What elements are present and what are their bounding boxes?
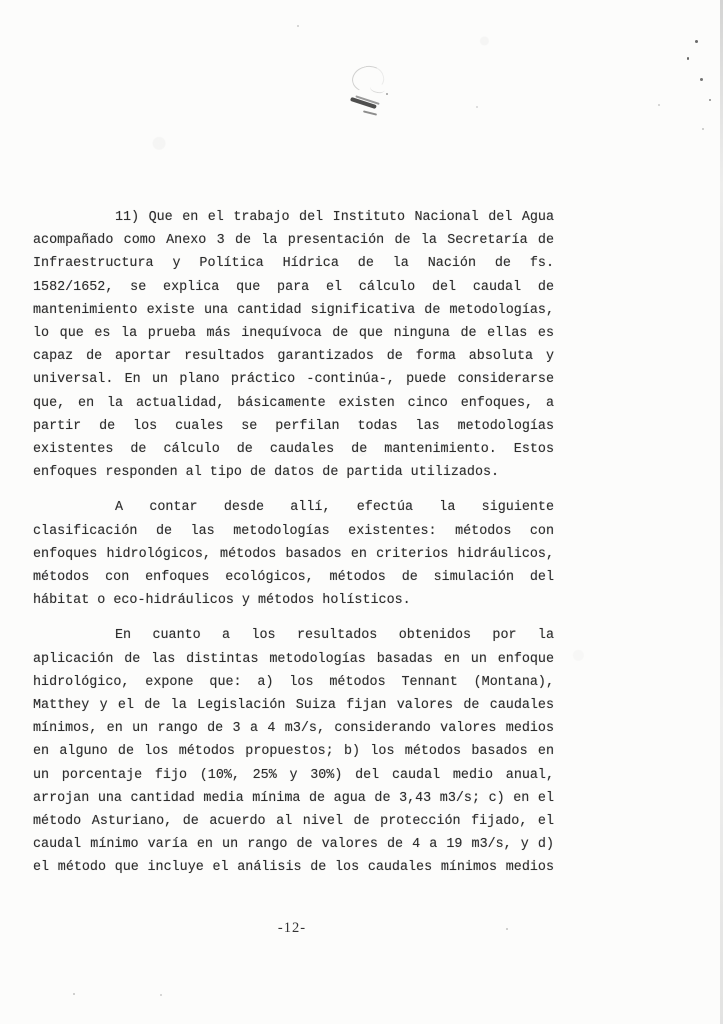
scan-speck [702, 128, 704, 130]
scan-speck [695, 40, 698, 43]
scan-speck [709, 99, 711, 101]
scan-speck [297, 25, 299, 27]
text-line: método Asturiano, de acuerdo al nivel de protección fijado, el [33, 814, 554, 830]
text-line: hidrológico, expone que: a) los métodos Tennant (Montana), [33, 674, 554, 690]
document-body [33, 206, 554, 892]
text-line: caudal mínimo varía en un rango de valores de 4 a 19 m3/s, y d) [33, 837, 554, 853]
text-line: que, en la actualidad, básicamente existen cinco enfoques, a [33, 395, 554, 411]
text-line: capaz de aportar resultados garantizados de forma absoluta y [33, 349, 554, 365]
text-line: Infraestructura y Política Hídrica de la Nación de fs. [33, 256, 554, 272]
text-line: enfoques hidrológicos, métodos basados en criterios hidráulicos, [33, 546, 554, 562]
scan-speck [687, 57, 689, 60]
scan-speck [700, 78, 703, 81]
text-line: enfoques responden al tipo de datos de partida utilizados. [33, 465, 500, 481]
text-line: lo que es la prueba más inequívoca de que ninguna de ellas es [33, 326, 554, 342]
text-line: A contar desde allí, efectúa la siguiente [115, 500, 554, 516]
text-line: en alguno de los métodos propuestos; b) los métodos basados en [33, 744, 554, 760]
text-line: mínimos, en un rango de 3 a 4 m3/s, considerando valores medios [33, 721, 554, 737]
text-line: existentes de cálculo de caudales de mantenimiento. Estos [33, 442, 554, 458]
scan-speck [160, 994, 162, 996]
text-line: partir de los cuales se perfilan todas las metodologías [33, 418, 554, 434]
text-line: universal. En un plano práctico -continúa-, puede considerarse [33, 372, 554, 388]
scan-speck [73, 993, 75, 995]
text-line: clasificación de las metodologías existentes: métodos con [33, 523, 554, 539]
smudge-dot [386, 93, 388, 95]
text-line: acompañado como Anexo 3 de la presentación de la Secretaría de [33, 233, 554, 249]
smudge-tail [369, 83, 386, 95]
text-line: 11) Que en el trabajo del Instituto Nacional del Agua [115, 210, 554, 225]
paragraph [33, 496, 554, 612]
paragraph [33, 206, 554, 484]
text-line: hábitat o eco-hidráulicos y métodos holísticos. [33, 593, 411, 609]
paragraph [33, 624, 554, 879]
text-line: 1582/1652, se explica que para el cálculo del caudal de [33, 279, 554, 295]
text-line: En cuanto a los resultados obtenidos por la [115, 628, 554, 644]
text-line: aplicación de las distintas metodologías basadas en un enfoque [33, 651, 554, 667]
smudge-stroke [350, 97, 377, 109]
scan-speck [658, 104, 660, 106]
text-line: arrojan una cantidad media mínima de agua de 3,43 m3/s; c) en el [33, 790, 554, 806]
scan-speck [476, 106, 478, 108]
smudge-stroke [363, 110, 377, 115]
text-line: un porcentaje fijo (10%, 25% y 30%) del caudal medio anual, [33, 767, 554, 783]
page-number: -12- [277, 920, 307, 936]
text-line: el método que incluye el análisis de los caudales mínimos medios [33, 860, 554, 876]
text-line: Matthey y el de la Legislación Suiza fijan valores de caudales [33, 698, 554, 714]
scan-speck [506, 928, 508, 930]
pencil-smudge [340, 60, 404, 122]
text-line: métodos con enfoques ecológicos, métodos de simulación del [33, 570, 554, 586]
text-line: mantenimiento existe una cantidad significativa de metodologías, [33, 302, 554, 318]
